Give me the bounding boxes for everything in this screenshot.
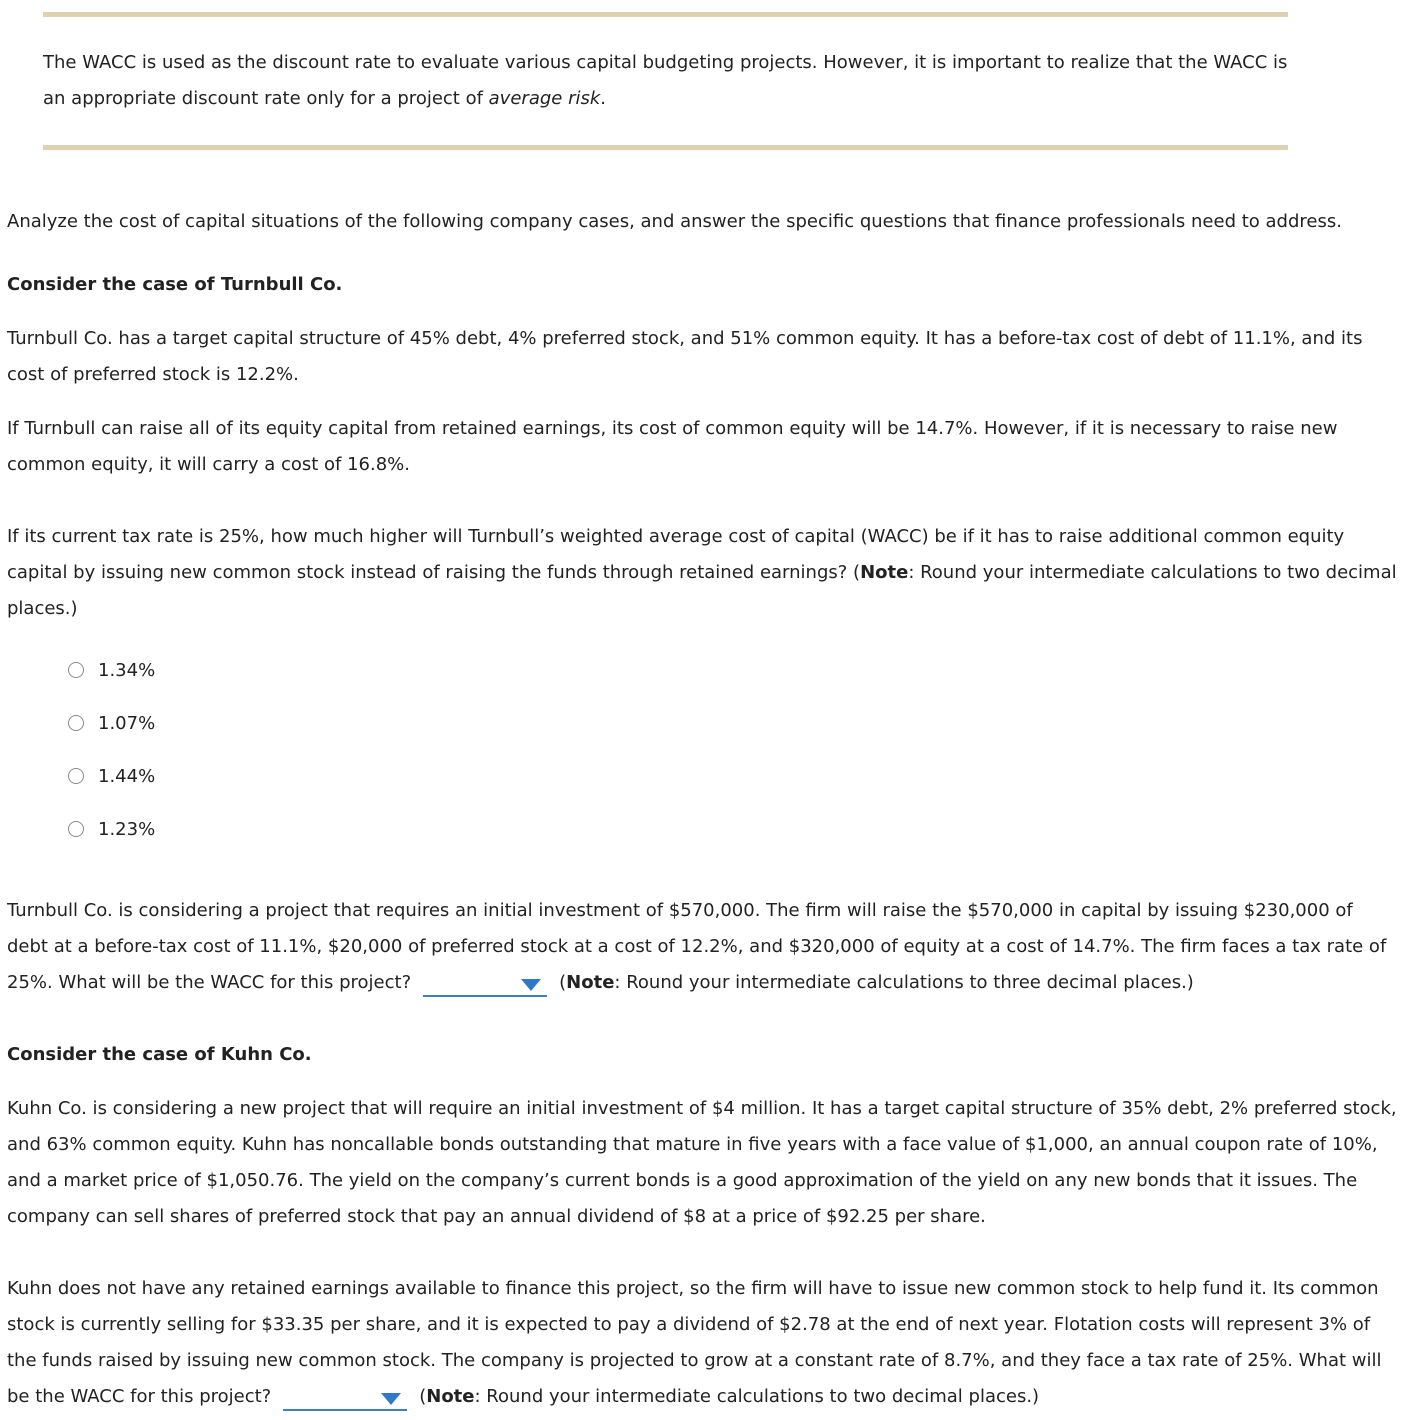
turnbull-structure-paragraph: Turnbull Co. has a target capital structure of 45% debt, 4% preferred stock, and 51% common equity. It has a before-tax cost of debt of 11.1%, and its cost of preferred stock is 12.2%.: [7, 328, 1363, 385]
intro-emphasis: average risk: [488, 88, 601, 109]
turnbull-wacc-dropdown[interactable]: [423, 973, 547, 997]
turnbull-heading: Consider the case of Turnbull Co.: [7, 274, 343, 295]
option-label: 1.44%: [98, 765, 156, 787]
radio-button[interactable]: [68, 768, 84, 784]
caret-down-icon: [521, 979, 541, 991]
option-label: 1.23%: [98, 818, 156, 840]
kuhn-equity-paragraph: Kuhn does not have any retained earnings available to finance this project, so the firm will have to issue new common stock to help fund it. Its common stock is currently selling for $33.35 per share, and it is expected to pay a dividend of $2.78 at the end of next year. Flotation costs will represent 3% of the funds raised by issuing new common stock. The company is projected to grow at a constant rate of 8.7%, and they face a tax rate of 25%. What will be the WACC for this project? (Note: Round your intermediate calculations to two decimal places.): [7, 1271, 1397, 1415]
option-label: 1.34%: [98, 659, 156, 681]
kuhn-heading: Consider the case of Kuhn Co.: [7, 1044, 312, 1065]
kuhn-project-paragraph: Kuhn Co. is considering a new project that will require an initial investment of $4 million. It has a target capital structure of 35% debt, 2% preferred stock, and 63% common equity. Kuhn has noncallable bonds outstanding that mature in five years with a face value of $1,000, an annual coupon rate of 10%, and a market price of $1,050.76. The yield on the company’s current bonds is a good approximation of the yield on any new bonds that it issues. The company can sell shares of preferred stock that pay an annual dividend of $8 at a price of $92.25 per share.: [7, 1098, 1397, 1227]
answer-option-2[interactable]: [68, 711, 155, 735]
top-divider: [43, 12, 1288, 17]
turnbull-project-paragraph: Turnbull Co. is considering a project that requires an initial investment of $570,000. The firm will raise the $570,000 in capital by issuing $230,000 of debt at a before-tax cost of 11.1%, $20,000 of preferred stock at a cost of 12.2%, and $320,000 of equity at a cost of 14.7%. The firm faces a tax rate of 25%. What will be the WACC for this project? (Note: Round your intermediate calculations to three decimal places.): [7, 893, 1397, 1001]
radio-button[interactable]: [68, 662, 84, 678]
bottom-divider: [43, 145, 1288, 150]
answer-option-1[interactable]: [68, 658, 155, 682]
intro-text: The WACC is used as the discount rate to evaluate various capital budgeting projects. However, it is important to realize that the WACC is an appropriate discount rate only for a project of average risk.: [43, 52, 1288, 109]
instructions: Analyze the cost of capital situations of the following company cases, and answer the specific questions that finance professionals need to address.: [7, 211, 1342, 232]
option-label: 1.07%: [98, 712, 156, 734]
turnbull-equity-paragraph: If Turnbull can raise all of its equity capital from retained earnings, its cost of common equity will be 14.7%. However, if it is necessary to raise new common equity, it will carry a cost of 16.8%.: [7, 418, 1338, 475]
answer-option-4[interactable]: [68, 817, 155, 841]
radio-button[interactable]: [68, 715, 84, 731]
turnbull-question: If its current tax rate is 25%, how much higher will Turnbull’s weighted average cost of capital (WACC) be if it has to raise additional common equity capital by issuing new common stock instead of raising the funds through retained earnings? (Note: Round your intermediate calculations to two decimal places.): [7, 526, 1397, 619]
caret-down-icon: [381, 1393, 401, 1405]
kuhn-wacc-dropdown[interactable]: [283, 1387, 407, 1411]
answer-option-3[interactable]: [68, 764, 155, 788]
radio-button[interactable]: [68, 821, 84, 837]
